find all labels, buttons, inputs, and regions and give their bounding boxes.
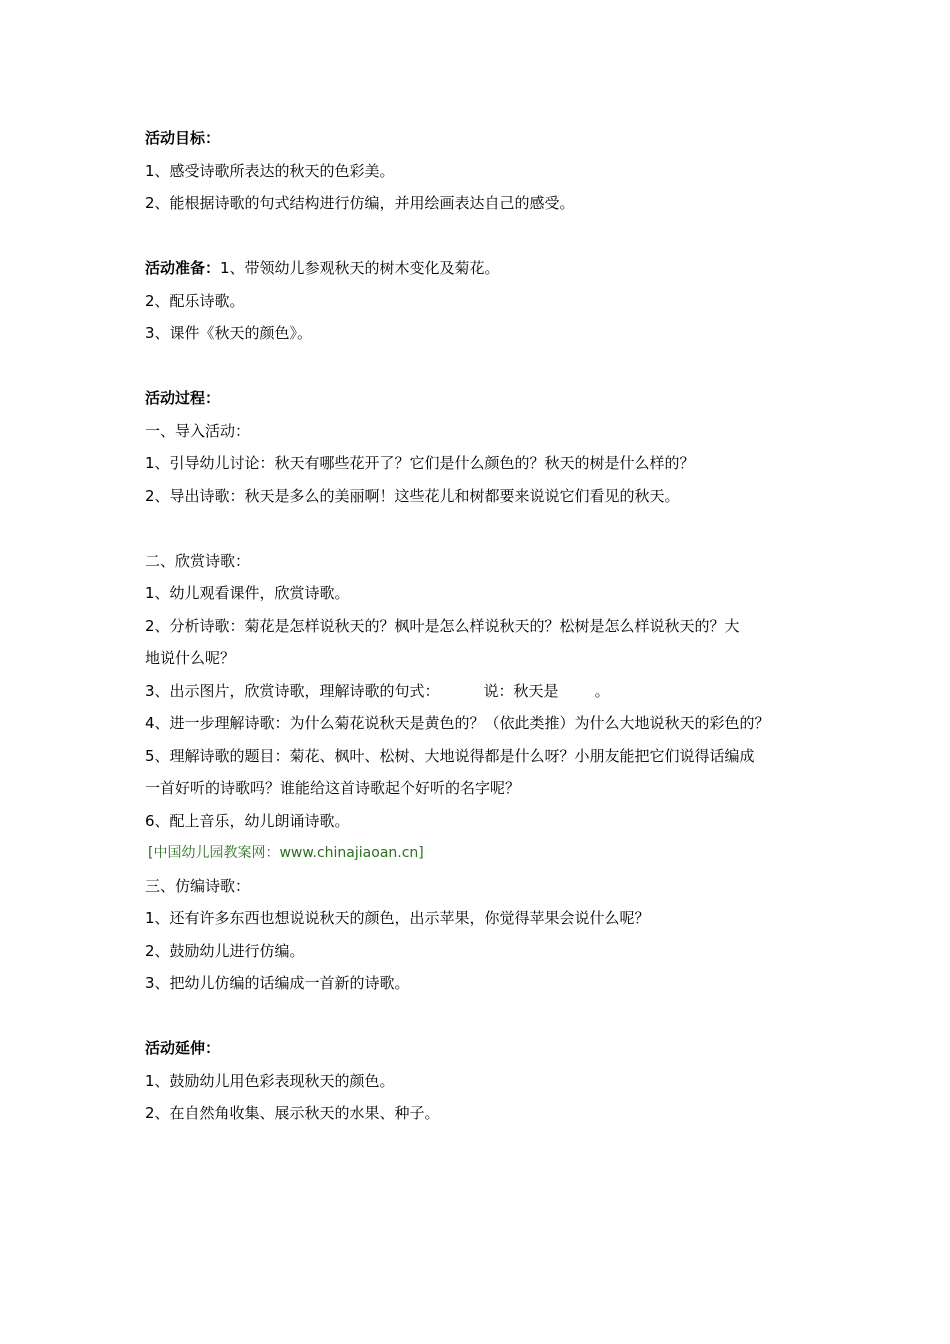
part1-title: 一、导入活动： <box>145 421 251 440</box>
prep-item-1: 1、带领幼儿参观秋天的树木变化及菊花。 <box>220 259 500 277</box>
part2-item-1: 1、幼儿观看课件，欣赏诗歌。 <box>145 584 350 602</box>
extension-item-2: 2、在自然角收集、展示秋天的水果、种子。 <box>145 1104 440 1122</box>
spacer <box>145 220 825 253</box>
part2-item-3 <box>145 675 825 708</box>
spacer <box>145 512 825 545</box>
part3-item-3: 3、把幼儿仿编的话编成一首新的诗歌。 <box>145 974 410 992</box>
part2-item-2-line-1: 2、分析诗歌：菊花是怎样说秋天的？枫叶是怎么样说秋天的？松树是怎么样说秋天的？大 <box>145 616 740 635</box>
document-page <box>145 122 825 1130</box>
extension-item-1: 1、鼓励幼儿用色彩表现秋天的颜色。 <box>145 1071 395 1090</box>
goals-item-1: 1、感受诗歌所表达的秋天的色彩美。 <box>145 161 395 180</box>
spacer <box>145 350 825 383</box>
part2-title: 二、欣赏诗歌： <box>145 551 251 570</box>
part1-item-1: 1、引导幼儿讨论：秋天有哪些花开了？它们是什么颜色的？秋天的树是什么样的？ <box>145 454 695 472</box>
prep-heading: 活动准备： <box>145 259 221 277</box>
part3-item-1: 1、还有许多东西也想说说秋天的颜色，出示苹果，你觉得苹果会说什么呢？ <box>145 909 650 927</box>
prep-first-line <box>145 252 825 285</box>
prep-item-3: 3、课件《秋天的颜色》。 <box>145 324 313 342</box>
part2-item-3-text-c: 。 <box>594 681 610 700</box>
goals-heading: 活动目标： <box>145 129 221 147</box>
process-heading: 活动过程： <box>145 389 221 407</box>
part2-item-3-text-b: 说：秋天是 <box>483 681 559 700</box>
part3-title: 三、仿编诗歌： <box>145 876 251 895</box>
part2-item-5-line-1: 5、理解诗歌的题目：菊花、枫叶、松树、大地说得都是什么呀？小朋友能把它们说得话编成 <box>145 746 755 765</box>
part2-item-6: 6、配上音乐，幼儿朗诵诗歌。 <box>145 811 350 830</box>
source-link[interactable]: [中国幼儿园教案网：www.chinajiaoan.cn] <box>148 845 424 861</box>
extension-heading: 活动延伸： <box>145 1039 221 1057</box>
part2-item-5-line-2: 一首好听的诗歌吗？谁能给这首诗歌起个好听的名字呢？ <box>145 779 521 797</box>
part2-item-2-line-2: 地说什么呢？ <box>145 649 236 667</box>
prep-item-2: 2、配乐诗歌。 <box>145 291 245 310</box>
part3-item-2: 2、鼓励幼儿进行仿编。 <box>145 941 305 960</box>
part2-item-4: 4、进一步理解诗歌：为什么菊花说秋天是黄色的？（依此类推）为什么大地说秋天的彩色的？ <box>145 714 770 732</box>
spacer <box>145 1000 825 1033</box>
goals-item-2: 2、能根据诗歌的句式结构进行仿编，并用绘画表达自己的感受。 <box>145 194 575 212</box>
part2-item-3-text-a: 3、出示图片，欣赏诗歌，理解诗歌的句式： <box>145 681 440 700</box>
part1-item-2: 2、导出诗歌：秋天是多么的美丽啊！这些花儿和树都要来说说它们看见的秋天。 <box>145 486 680 505</box>
